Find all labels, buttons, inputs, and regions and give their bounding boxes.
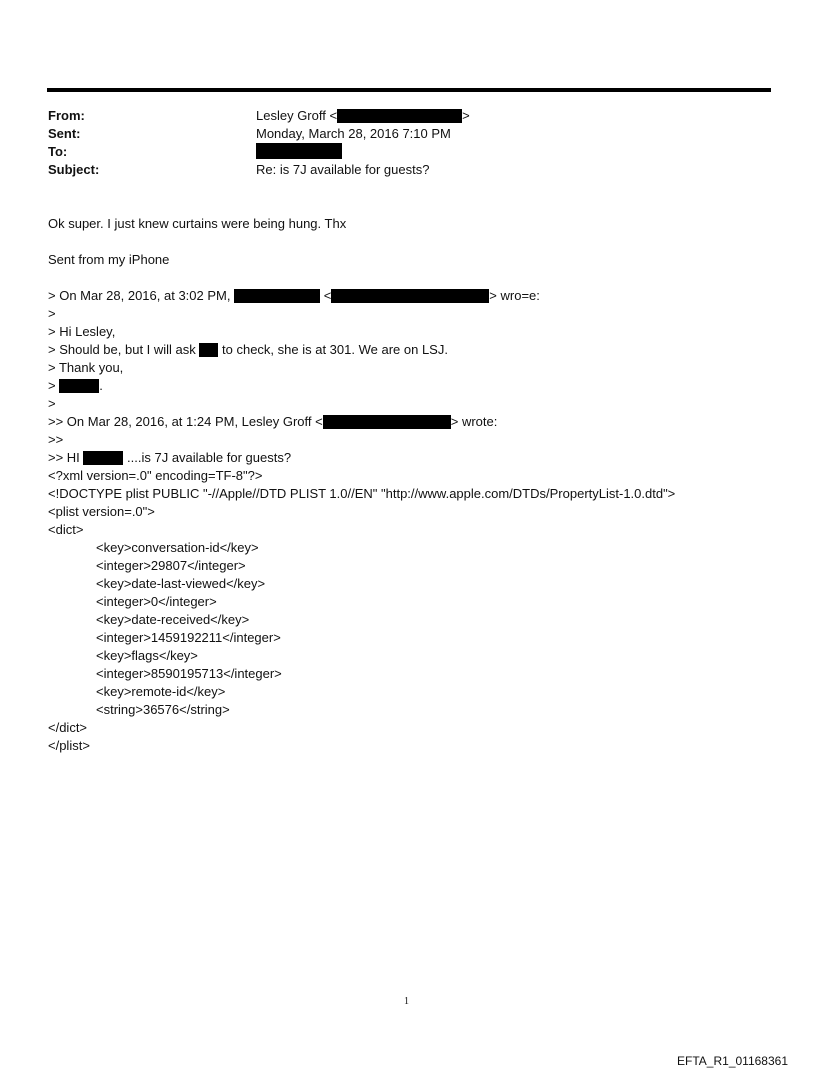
xml-line: <string>36576</string> bbox=[96, 702, 230, 717]
redaction-block bbox=[59, 379, 99, 393]
quote-text: < bbox=[320, 288, 332, 303]
from-label: From: bbox=[48, 108, 85, 123]
redaction-block bbox=[323, 415, 451, 429]
quote-text: >> On Mar 28, 2016, at 1:24 PM, Lesley Groff < bbox=[48, 414, 323, 429]
xml-line: <key>date-last-viewed</key> bbox=[96, 576, 266, 591]
quote-text: >> HI bbox=[48, 450, 84, 465]
quote-line bbox=[48, 413, 497, 431]
signature-line: Sent from my iPhone bbox=[48, 252, 170, 267]
xml-line: <?xml version=.0" encoding=TF-8"?> bbox=[48, 468, 263, 483]
redaction-block bbox=[331, 289, 489, 303]
xml-line: <key>conversation-id</key> bbox=[96, 540, 259, 555]
page-number: 1 bbox=[404, 996, 409, 1007]
xml-line: <integer>0</integer> bbox=[96, 594, 217, 609]
xml-line: <plist version=.0"> bbox=[48, 504, 155, 519]
xml-line: <key>flags</key> bbox=[96, 648, 198, 663]
xml-line: <!DOCTYPE plist PUBLIC "-//Apple//DTD PLIST 1.0//EN" "http://www.apple.com/DTDs/PropertyList-1.0.dtd"> bbox=[48, 486, 676, 501]
quote-line bbox=[48, 449, 291, 467]
body-line: Ok super. I just knew curtains were being hung. Thx bbox=[48, 216, 347, 231]
quote-line: > bbox=[48, 306, 56, 321]
quote-line bbox=[48, 377, 103, 395]
xml-line: </dict> bbox=[48, 720, 88, 735]
redaction-block bbox=[199, 343, 218, 357]
from-name: Lesley Groff < bbox=[256, 108, 338, 123]
quote-line bbox=[48, 341, 448, 359]
header-rule bbox=[47, 88, 771, 92]
bates-number: EFTA_R1_01168361 bbox=[677, 1054, 788, 1068]
quote-line: > Thank you, bbox=[48, 360, 124, 375]
to-value bbox=[256, 143, 342, 161]
quote-text: . bbox=[99, 378, 103, 393]
sent-value: Monday, March 28, 2016 7:10 PM bbox=[256, 126, 451, 141]
email-body bbox=[48, 215, 676, 773]
quote-line: > bbox=[48, 396, 56, 411]
sent-label: Sent: bbox=[48, 126, 81, 141]
xml-line: <key>date-received</key> bbox=[96, 612, 250, 627]
xml-line: <integer>1459192211</integer> bbox=[96, 630, 281, 645]
xml-line: <dict> bbox=[48, 522, 84, 537]
to-label: To: bbox=[48, 144, 68, 159]
redaction-block bbox=[256, 143, 342, 159]
quote-text: to check, she is at 301. We are on LSJ. bbox=[218, 342, 448, 357]
xml-line: <key>remote-id</key> bbox=[96, 684, 226, 699]
xml-line: </plist> bbox=[48, 738, 90, 753]
quote-line: >> bbox=[48, 432, 64, 447]
redaction-block bbox=[337, 109, 462, 123]
quote-line bbox=[48, 287, 540, 305]
xml-line: <integer>8590195713</integer> bbox=[96, 666, 282, 681]
from-value bbox=[256, 107, 470, 125]
quote-text: > wrote: bbox=[450, 414, 498, 429]
quote-text: > bbox=[48, 378, 60, 393]
subject-label: Subject: bbox=[48, 162, 100, 177]
quote-text: ....is 7J available for guests? bbox=[123, 450, 292, 465]
quote-text: > wro=e: bbox=[489, 288, 540, 303]
redaction-block bbox=[83, 451, 123, 465]
xml-line: <integer>29807</integer> bbox=[96, 558, 246, 573]
from-close: > bbox=[462, 108, 470, 123]
subject-value: Re: is 7J available for guests? bbox=[256, 162, 430, 177]
quote-line: > Hi Lesley, bbox=[48, 324, 116, 339]
quote-text: > On Mar 28, 2016, at 3:02 PM, bbox=[48, 288, 235, 303]
redaction-block bbox=[234, 289, 320, 303]
quote-text: > Should be, but I will ask bbox=[48, 342, 200, 357]
